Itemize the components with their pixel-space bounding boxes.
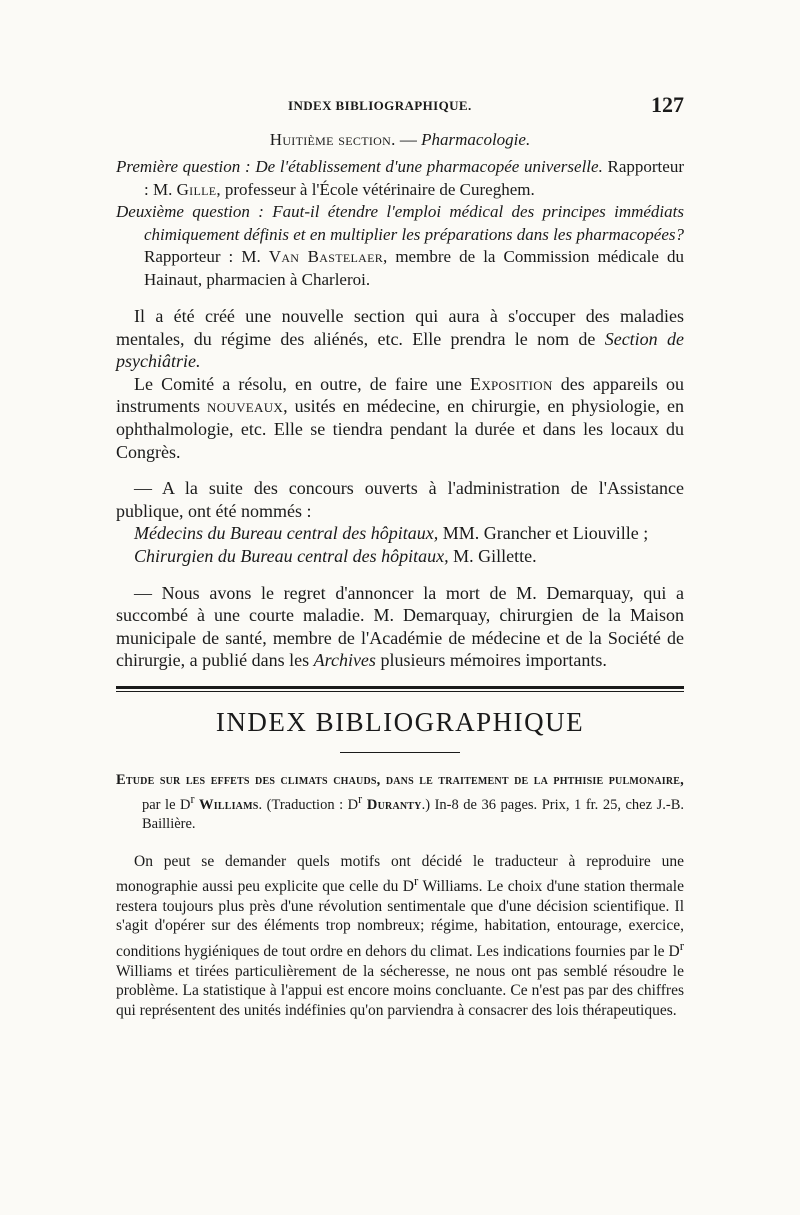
- question-1-rapporteur-name: Gille: [176, 179, 217, 199]
- page-number: 127: [651, 92, 684, 117]
- section-dash: —: [395, 130, 422, 149]
- paragraph-chirurgien-italic: Chirurgien du Bureau central des hôpitaux,: [134, 545, 449, 566]
- paragraph-medecins-text: MM. Grancher et Liouville ;: [438, 523, 649, 544]
- entry-author: Williams: [194, 796, 259, 813]
- review-paragraph: [116, 852, 684, 1020]
- section-label: Huitième section.: [269, 130, 396, 149]
- review-text-1: On peut se demander quels motifs ont décidé le traducteur à reproduire une monographie aussi peu explicite que celle du D: [116, 852, 684, 896]
- entry-translator: Duranty: [362, 796, 422, 813]
- double-rule-divider: [116, 686, 684, 692]
- paragraph-exposition-post: , usités en médecine, en chirurgie, en physiologie, en ophthalmologie, etc. Elle se tiendra pendant la durée et dans les locaux du Congrès.: [116, 396, 685, 462]
- entry-sup-2: r: [358, 791, 363, 806]
- paragraph-demarquay-pre: — Nous avons le regret d'annoncer la mort de M. Demarquay, qui a succombé à une courte maladie. M. Demarquay, chirurgien de la Maison municipale de santé, membre de l'Académie de médecine et de la Société de chirurgie, a publié dans les: [116, 582, 684, 671]
- review-text-2: Williams. Le choix d'une station thermale restera toujours plus près d'une révolution sentimentale que d'une décision scientifique. Il s'agit d'opérer sur des éléments trop nombreux; régime, habitation, entourage, exercice, conditions hygiéniques de tout ordre en dehors du climat. Les indications fournies par le D: [116, 878, 684, 961]
- paragraph-concours: [116, 477, 684, 522]
- paragraph-medecins-italic: Médecins du Bureau central des hôpitaux,: [134, 523, 439, 544]
- entry-sup-1: r: [190, 791, 195, 806]
- question-1-rapporteur-pre: Rapporteur : M.: [144, 157, 684, 199]
- review-sup-1: r: [413, 873, 419, 889]
- running-title: INDEX BIBLIOGRAPHIQUE.: [288, 98, 472, 113]
- running-head: [116, 92, 684, 120]
- question-1-label: Première question : De l'établissement d'une pharmacopée universelle.: [116, 157, 603, 176]
- entry-translation-post: .) In-8 de 36 pages. Prix, 1 fr. 25, chez J.-B. Baillière.: [142, 796, 684, 832]
- paragraph-demarquay-post: plusieurs mémoires importants.: [375, 650, 607, 671]
- paragraph-exposition-sc1: Exposition: [470, 373, 553, 394]
- entry-title: Etude sur les effets des climats chauds, dans le traitement de la phthisie pulmonaire,: [116, 771, 684, 788]
- question-1: [116, 156, 684, 201]
- paragraph-exposition-sc2: nouveaux: [207, 396, 284, 417]
- bibliography-entry: [116, 771, 684, 834]
- section-topic: Pharmacologie.: [421, 130, 531, 149]
- question-2: [116, 201, 684, 291]
- paragraph-concours-text: — A la suite des concours ouverts à l'administration de l'Assistance publique, ont été nommés :: [116, 478, 684, 521]
- question-2-rapporteur-name: Van Bastelaer: [268, 247, 384, 266]
- section-heading: [116, 130, 684, 150]
- paragraph-demarquay: [116, 582, 684, 672]
- paragraph-demarquay-italic: Archives: [313, 650, 376, 671]
- question-2-label: Deuxième question : Faut-il étendre l'emploi médical des principes immédiats chimiquement définis et en multiplier les préparations dans les pharmacopées?: [116, 202, 684, 244]
- question-1-rapporteur-post: , professeur à l'École vétérinaire de Cureghem.: [216, 179, 535, 199]
- entry-by: par le D: [142, 796, 191, 813]
- paragraph-new-section: [116, 305, 684, 373]
- question-2-rapporteur-post: , membre de la Commission médicale du Hainaut, pharmacien à Charleroi.: [144, 247, 684, 289]
- index-title: INDEX BIBLIOGRAPHIQUE: [215, 706, 585, 737]
- review-sup-2: r: [679, 937, 684, 953]
- paragraph-chirurgien: [116, 545, 684, 568]
- paragraph-new-section-text: Il a été créé une nouvelle section qui aura à s'occuper des maladies mentales, du régime des aliénés, etc. Elle prendra le nom de: [116, 306, 684, 349]
- short-rule-divider: [340, 752, 460, 753]
- paragraph-new-section-italic: Section de psychiâtrie.: [116, 328, 684, 372]
- paragraph-exposition-mid: des appareils ou instruments: [116, 373, 684, 417]
- paragraph-exposition-pre: Le Comité a résolu, en outre, de faire une: [134, 373, 471, 394]
- question-2-rapporteur-pre: Rapporteur : M.: [144, 247, 269, 266]
- paragraph-exposition: [116, 373, 684, 463]
- entry-translation-pre: . (Traduction : D: [258, 796, 359, 813]
- paragraph-medecins: [116, 522, 684, 545]
- book-page: [116, 92, 684, 1020]
- review-text-3: Williams et tirées particulièrement de la sécheresse, ne nous ont pas semblé résoudre le problème. La statistique à l'appui est encore moins concluante. Ce n'est pas par des chiffres qui représentent des unités indéfinies qu'on parviendra à consacrer des lois thérapeutiques.: [116, 962, 684, 1019]
- paragraph-chirurgien-text: M. Gillette.: [448, 545, 537, 566]
